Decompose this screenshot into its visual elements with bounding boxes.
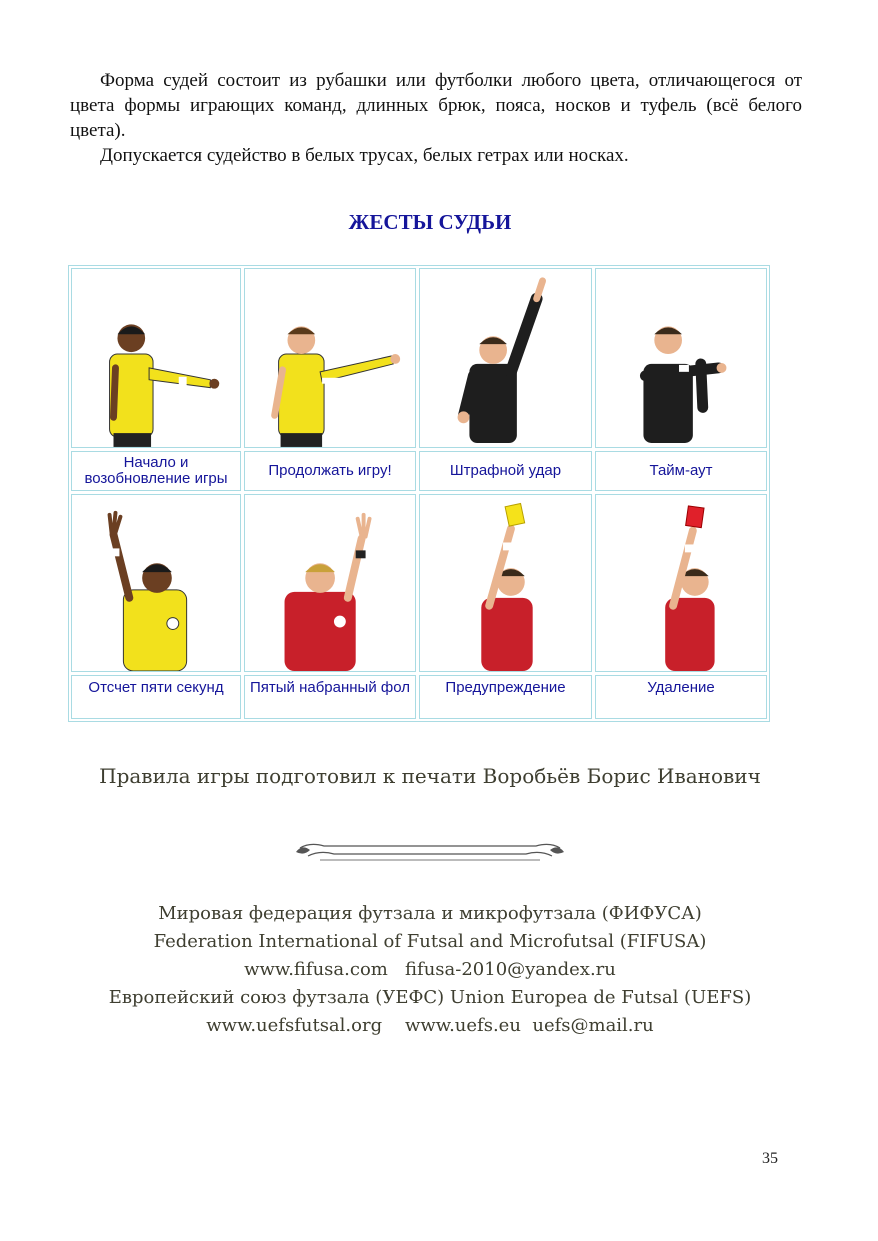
gesture-illustration <box>244 494 416 672</box>
gesture-caption: Отсчет пяти секунд <box>71 675 241 719</box>
page-number: 35 <box>762 1150 778 1167</box>
contacts-block <box>0 900 860 1040</box>
contact-line-links[interactable]: www.fifusa.com fifusa-2010@yandex.ru <box>244 959 616 980</box>
referee-yellow-hand-raised-counting-icon <box>72 495 240 671</box>
contact-line: Federation International of Futsal and Microfutsal (FIFUSA) <box>153 931 707 952</box>
gesture-caption: Удаление <box>595 675 767 719</box>
intro-text <box>70 68 802 168</box>
referee-gestures-table <box>68 265 770 722</box>
contact-line: Мировая федерация футзала и микрофутзала (ФИФУСА) <box>158 903 702 924</box>
gesture-caption: Продолжать игру! <box>244 451 416 491</box>
gesture-illustration <box>71 268 241 448</box>
gesture-caption: Начало и возобновление игры <box>71 451 241 491</box>
referee-yellow-arm-forward-icon <box>72 269 240 447</box>
gesture-caption: Предупреждение <box>419 675 592 719</box>
intro-paragraph: Допускается судейство в белых трусах, белых гетрах или носках. <box>100 145 629 166</box>
gesture-caption: Штрафной удар <box>419 451 592 491</box>
gesture-illustration <box>244 268 416 448</box>
contact-line: Европейский союз футзала (УЕФС) Union Europea de Futsal (UEFS) <box>108 987 752 1008</box>
contact-line-links[interactable]: www.uefsfutsal.org www.uefs.eu uefs@mail.ru <box>206 1015 654 1036</box>
referee-black-t-sign-icon <box>596 269 766 447</box>
gesture-illustration <box>419 494 592 672</box>
referee-red-yellow-card-icon <box>420 495 591 671</box>
intro-paragraph: Форма судей состоит из рубашки или футболки любого цвета, отличающегося от цвета формы играющих команд, длинных брюк, пояса, носков и туфель (всё белого цвета). <box>70 70 802 141</box>
referee-red-red-card-icon <box>596 495 766 671</box>
gesture-caption: Тайм-аут <box>595 451 767 491</box>
gesture-illustration <box>419 268 592 448</box>
referee-red-hand-raised-icon <box>245 495 415 671</box>
referee-black-arm-raised-icon <box>420 269 591 447</box>
gesture-illustration <box>595 268 767 448</box>
decorative-divider-icon <box>290 838 570 866</box>
referee-yellow-arms-spread-icon <box>245 269 415 447</box>
gesture-illustration <box>71 494 241 672</box>
credit-line: Правила игры подготовил к печати Воробьёв Борис Иванович <box>99 764 761 788</box>
gesture-illustration <box>595 494 767 672</box>
gesture-caption: Пятый набранный фол <box>244 675 416 719</box>
section-title: ЖЕСТЫ СУДЬИ <box>348 210 512 234</box>
